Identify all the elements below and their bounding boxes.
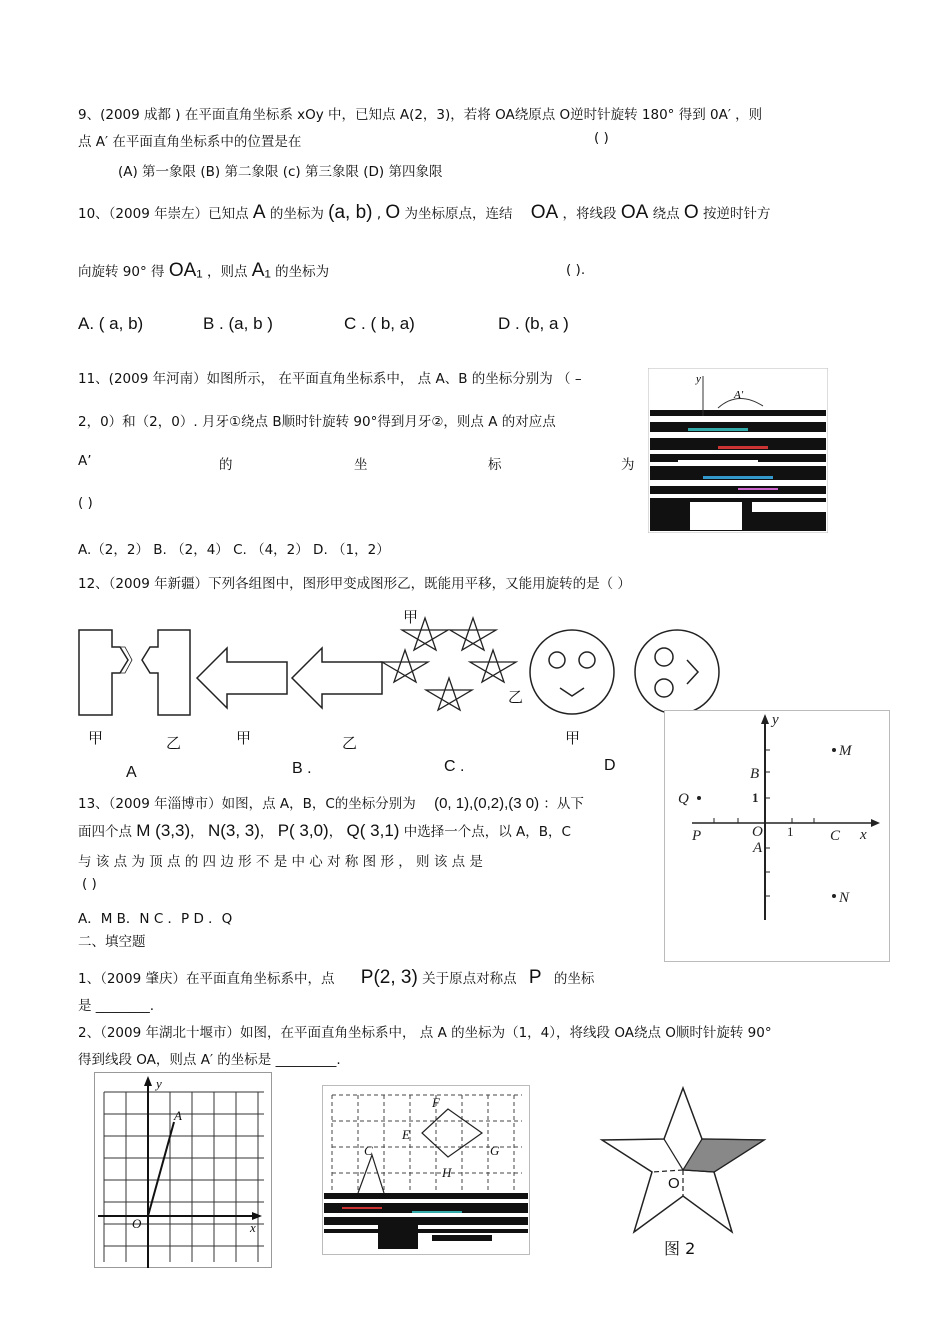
dashed-grid-f: F [432, 1095, 440, 1110]
q9-paren: ( ) [594, 130, 609, 146]
q12-option-d-figure [530, 630, 719, 714]
q13-fig-b: B [750, 766, 760, 782]
q13-fig-one: 1 [752, 790, 759, 805]
q12-b-yi: 乙 [342, 735, 358, 752]
q13-fig-c: C [830, 828, 841, 844]
q11-line2: 2，0）和（2，0）. 月牙①绕点 B顺时针旋转 90°得到月牙②，则点 A 的对应点 [78, 414, 556, 430]
dashed-grid-h: H [442, 1165, 452, 1180]
q12-c-yi: 乙 [508, 689, 524, 706]
dashed-grid-c: C [364, 1143, 373, 1158]
star-caption: 图 2 [664, 1239, 696, 1258]
grid-x-label: x [250, 1220, 256, 1235]
q9-options: (A) 第一象限 (B) 第二象限 (c) 第三象限 (D) 第四象限 [118, 164, 443, 180]
q12-figures [70, 600, 730, 780]
star-o-label: O [668, 1175, 680, 1192]
q13-fig-q: Q [678, 791, 689, 807]
q11-word4: 标 [488, 457, 502, 473]
grid-a-label: A [174, 1108, 182, 1123]
f2-line1: 2、（2009 年湖北十堰市）如图，在平面直角坐标系中， 点 A 的坐标为（1，4），将线段 OA绕点 O顺时针旋转 90° [78, 1025, 772, 1041]
q9-line2: 点 A′ 在平面直角坐标系中的位置是在 [78, 134, 302, 150]
q11-fig-a: A′ [734, 389, 744, 401]
q12-b-jia: 甲 [236, 730, 252, 747]
q10-option-c: C . ( b, a) [344, 314, 415, 333]
q12-label-c: C . [444, 758, 465, 775]
dashed-grid-figure [322, 1085, 530, 1255]
q13-line2: 面四个点 M (3,3)， N(3, 3)， P( 3,0)， Q( 3,1) 中选择一个点，以 A，B，C [78, 821, 571, 840]
q13-paren: ( ) [82, 876, 97, 892]
f2-line2: 得到线段 OA，则点 A′ 的坐标是 _________. [78, 1052, 341, 1068]
f1-line2: 是 ________. [78, 998, 155, 1014]
q11-options: A.（2，2） B. （2，4） C. （4，2） D. （1，2） [78, 542, 390, 558]
q10-option-b: B . (a, b ) [203, 314, 273, 333]
q11-word5: 为 [621, 457, 635, 473]
q12-d-jia: 甲 [565, 730, 581, 747]
q12-a-jia: 甲 [88, 730, 104, 747]
star-figure [598, 1082, 768, 1242]
q11-figure [648, 368, 828, 533]
grid-o-label: O [132, 1216, 142, 1231]
dashed-grid-g: G [490, 1143, 500, 1158]
q11-word2: 的 [219, 457, 233, 473]
grid-y-label: y [156, 1076, 162, 1091]
q12-label-d: D [604, 757, 616, 774]
q10-paren: ( ). [566, 262, 586, 278]
q12-a-yi: 乙 [166, 735, 182, 752]
dashed-grid-e: E [402, 1127, 410, 1142]
section-fill-in-title: 二、填空题 [78, 934, 146, 950]
q13-fig-p: P [692, 828, 702, 844]
q11-fig-y: y [696, 373, 701, 385]
q13-fig-m: M [839, 743, 852, 759]
q13-fig-one2: 1 [787, 824, 794, 839]
q11-line1: 11、(2009 年河南）如图所示， 在平面直角坐标系中， 点 A、B 的坐标分别为 （ – [78, 371, 582, 387]
q12-option-c-figure [382, 618, 516, 710]
q11-figure-noise [650, 410, 826, 531]
q13-fig-y: y [772, 712, 779, 728]
q12-label-b: B . [292, 760, 312, 777]
q9-line1: 9、(2009 成都 ) 在平面直角坐标系 xOy 中，已知点 A(2，3)，若将 OA绕原点 O逆时针旋转 180° 得到 0A′ ，则 [78, 107, 763, 123]
q11-word3: 坐 [354, 457, 368, 473]
q12-line1: 12、（2009 年新疆）下列各组图中，图形甲变成图形乙，既能用平移，又能用旋转的是（ ） [78, 576, 631, 592]
q13-fig-n: N [839, 890, 850, 906]
q13-fig-o: O [752, 824, 763, 840]
q12-option-b-figure [197, 648, 382, 708]
grid-figure [94, 1072, 272, 1268]
f1-line1: 1、（2009 肇庆）在平面直角坐标系中，点 P(2, 3) 关于原点对称点 P 的坐标 [78, 967, 595, 988]
q13-options: A．M B．N C ．P D ．Q [78, 911, 233, 927]
q10-option-a: A. ( a, b) [78, 314, 144, 333]
q11-word1: A’ [78, 453, 92, 469]
q12-c-jia: 甲 [403, 609, 419, 626]
q13-fig-x: x [860, 827, 867, 843]
q11-paren: ( ) [78, 495, 93, 511]
q13-fig-a: A [753, 840, 763, 856]
q10-option-d: D . (b, a ) [498, 314, 569, 333]
q10-line1: 10、（2009 年崇左）已知点 A 的坐标为 (a, b) , O 为坐标原点，连结 OA ，将线段 OA 绕点 O 按逆时针方 [78, 202, 771, 223]
q12-label-a: A [126, 764, 137, 781]
q13-line3: 与 该 点 为 顶 点 的 四 边 形 不 是 中 心 对 称 图 形 ， 则 该 点 是 [78, 854, 483, 870]
q12-option-a-figure [79, 630, 190, 715]
q13-line1: 13、（2009 年淄博市）如图，点 A，B，C的坐标分别为 (0, 1),(0,2),(3 0) ：从下 [78, 795, 584, 812]
q13-figure [664, 710, 890, 962]
q10-line2: 向旋转 90° 得 OA₁ ，则点 A₁ 的坐标为 [78, 260, 330, 281]
